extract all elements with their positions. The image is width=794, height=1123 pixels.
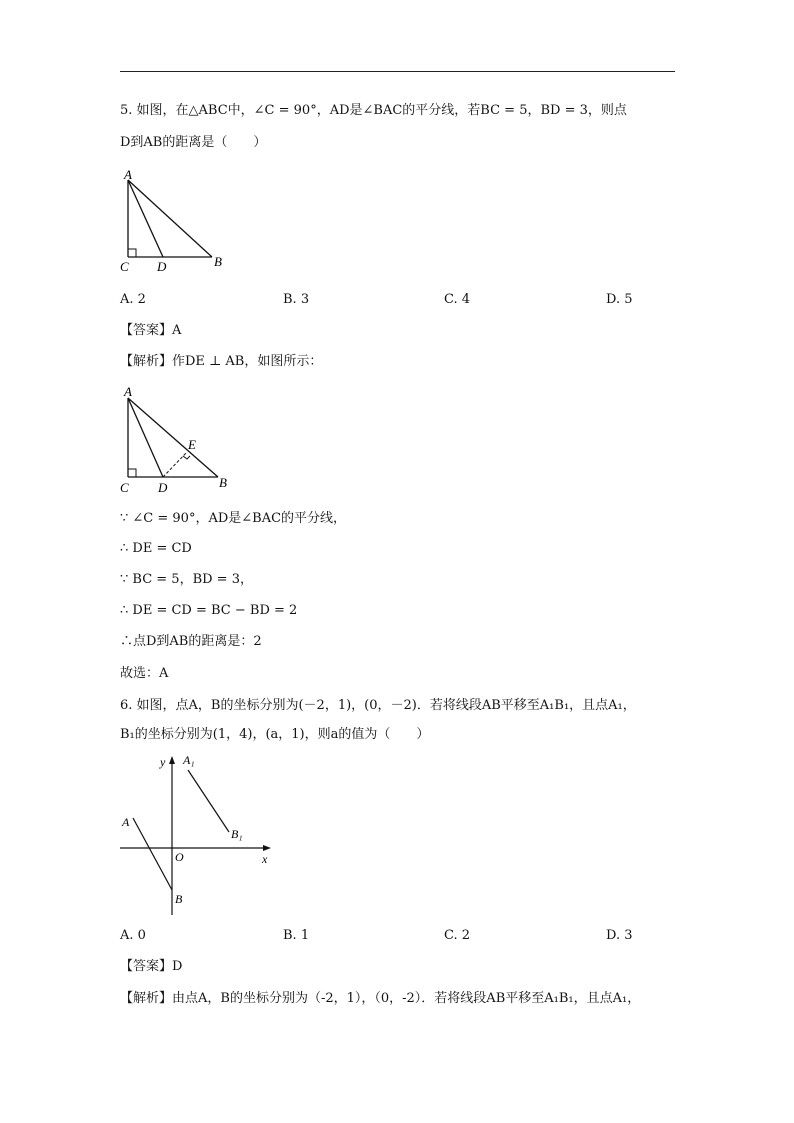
q6-stem-line1: 6. 如图，点A，B的坐标分别为(－2，1)，(0，－2)．若将线段AB平移至A₁B₁，且点A₁， (120, 698, 636, 713)
q6-label-B: B (175, 892, 183, 906)
q5b-label-B: B (219, 475, 227, 490)
q6-label-A: A (122, 815, 130, 829)
q5-label-D: D (157, 259, 167, 274)
q6-label-A1: A₁ (183, 753, 195, 767)
q5-step-2: ∴ DE = CD (120, 541, 192, 556)
q5-label-B: B (214, 254, 222, 269)
q6-label-B1: B₁ (231, 827, 243, 841)
q5b-label-A: A (124, 384, 132, 399)
q5-stem-line1: 5. 如图，在△ABC中，∠C = 90°，AD是∠BAC的平分线，若BC = 5，BD = 3，则点 (120, 103, 627, 118)
q6-option-a: A. 0 (120, 928, 146, 943)
q5-option-c: C. 4 (444, 292, 471, 307)
q5-analysis-intro: 【解析】作DE ⊥ AB，如图所示： (120, 354, 323, 369)
q6-y-axis-arrow (169, 756, 175, 764)
q5-step-4: ∴ DE = CD = BC − BD = 2 (120, 603, 298, 618)
q6-analysis-line1: 【解析】由点A，B的坐标分别为（-2，1），（0，-2）．若将线段AB平移至A₁B₁，且点A₁， (120, 991, 641, 1006)
q6-option-c: C. 2 (444, 928, 471, 943)
q5-stem-line2: D到AB的距离是（ ） (120, 135, 267, 150)
q5-option-b: B. 3 (283, 292, 310, 307)
q5-label-A: A (124, 167, 132, 182)
q5-option-a: A. 2 (120, 292, 146, 307)
q5-answer: 【答案】A (120, 323, 182, 338)
q6-label-y: y (160, 755, 166, 769)
q5-label-C: C (120, 259, 129, 274)
q5-step-3: ∵ BC = 5，BD = 3， (120, 572, 253, 587)
q6-answer: 【答案】D (120, 959, 183, 974)
q5-option-d: D. 5 (606, 292, 633, 307)
q5-step-5: ∴点D到AB的距离是：2 (120, 634, 262, 649)
q5b-label-D: D (158, 480, 168, 495)
q6-segment-A1B1 (188, 770, 229, 832)
q5-step-1: ∵ ∠C = 90°，AD是∠BAC的平分线， (120, 511, 347, 526)
q6-segment-AB (133, 818, 172, 890)
q5b-label-C: C (120, 480, 129, 495)
q6-stem-line2: B₁的坐标分别为(1，4)，(a，1)，则a的值为（ ） (120, 727, 430, 742)
q5b-label-E: E (188, 437, 196, 452)
q6-label-x: x (262, 852, 268, 866)
q6-label-O: O (175, 850, 184, 864)
q5-conclusion: 故选：A (120, 666, 169, 681)
q6-option-d: D. 3 (606, 928, 633, 943)
q6-x-axis-arrow (263, 845, 271, 851)
q6-option-b: B. 1 (283, 928, 310, 943)
